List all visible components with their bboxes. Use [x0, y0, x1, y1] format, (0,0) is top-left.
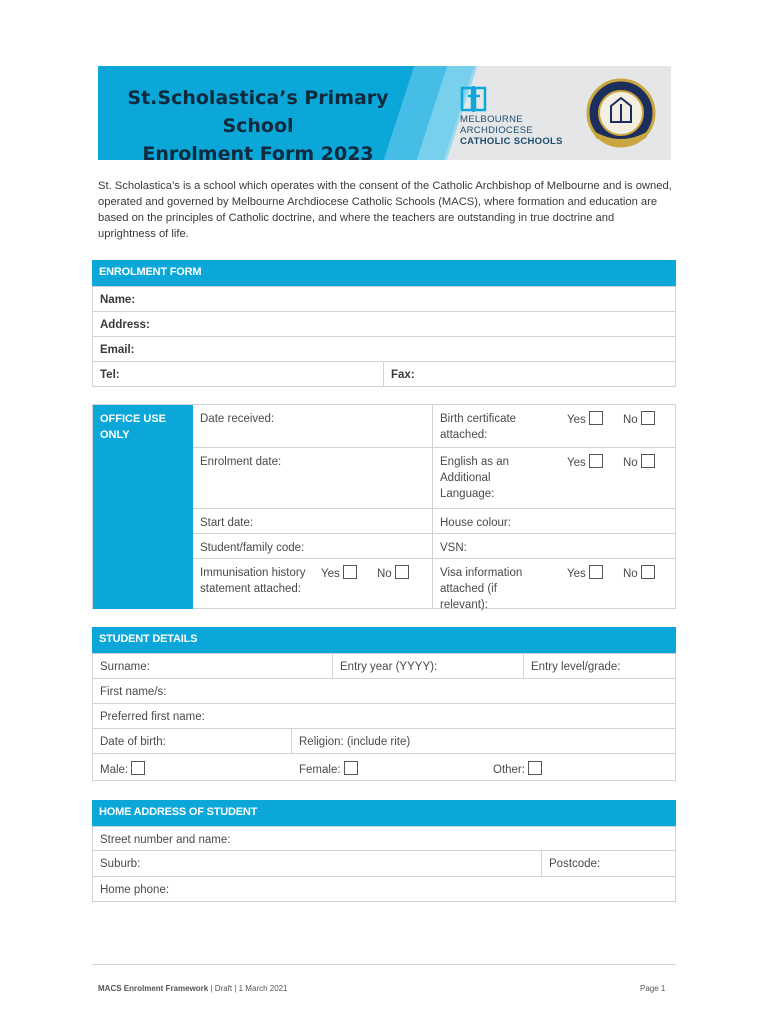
visa-yes[interactable]: Yes — [567, 565, 603, 580]
footer-text: MACS Enrolment Framework | Draft | 1 March 2021 — [98, 984, 288, 993]
visa-information-label: Visa information attached (if relevant): — [440, 567, 523, 611]
enrolment-form-heading: ENROLMENT FORM — [92, 260, 676, 286]
macs-emblem-icon — [460, 84, 490, 114]
page-title — [98, 84, 418, 160]
title-line-3: Enrolment Form 2023 — [142, 143, 374, 160]
preferred-name-row[interactable] — [92, 704, 676, 729]
checkbox[interactable] — [589, 454, 603, 468]
office-row-1 — [193, 405, 676, 447]
suburb-field[interactable]: Suburb: — [93, 851, 542, 876]
house-colour-field[interactable]: House colour: — [440, 517, 511, 529]
email-label: Email: — [100, 344, 135, 356]
name-label: Name: — [100, 294, 136, 306]
checkbox[interactable] — [395, 565, 409, 579]
tel-field[interactable] — [93, 362, 384, 386]
birth-certificate-yes[interactable]: Yes — [567, 411, 603, 426]
macs-wordmark: MELBOURNE ARCHDIOCESE CATHOLIC SCHOOLS — [460, 114, 563, 147]
other-option[interactable]: Other: — [486, 754, 549, 780]
surname-row — [92, 653, 676, 679]
address-row[interactable] — [92, 312, 676, 337]
female-option[interactable]: Female: — [292, 754, 365, 780]
first-names-label: First name/s: — [100, 686, 167, 698]
start-date-field[interactable]: Start date: — [193, 509, 433, 533]
header-banner — [98, 66, 671, 160]
home-address-heading: HOME ADDRESS OF STUDENT — [92, 800, 676, 826]
dob-religion-row — [92, 729, 676, 754]
home-phone-label: Home phone: — [100, 884, 170, 896]
postcode-field[interactable]: Postcode: — [549, 858, 601, 870]
date-received-field[interactable]: Date received: — [193, 405, 433, 447]
immunisation-yes[interactable]: Yes — [321, 565, 357, 580]
tel-fax-row — [92, 362, 676, 387]
entry-year-field[interactable]: Entry year (YYYY): — [333, 654, 524, 678]
name-row[interactable] — [92, 286, 676, 312]
office-use-table — [92, 404, 676, 609]
office-row-3 — [193, 508, 676, 533]
immunisation-no[interactable]: No — [377, 565, 409, 580]
religion-field[interactable]: Religion: (include rite) — [299, 736, 411, 748]
enrolment-date-field[interactable]: Enrolment date: — [193, 448, 433, 508]
school-crest-icon — [586, 78, 656, 148]
fax-label: Fax: — [391, 369, 415, 381]
office-use-heading: OFFICE USE ONLY — [93, 405, 193, 609]
checkbox[interactable] — [131, 761, 145, 775]
birth-certificate-no[interactable]: No — [623, 411, 655, 426]
gender-row — [92, 754, 676, 781]
page-number: Page 1 — [640, 984, 666, 993]
eal-yes[interactable]: Yes — [567, 454, 603, 469]
checkbox[interactable] — [344, 761, 358, 775]
eal-label: English as an Additional Language: — [440, 456, 510, 500]
vsn-field[interactable]: VSN: — [440, 542, 467, 554]
office-row-4 — [193, 533, 676, 558]
birth-certificate-label: Birth certificate attached: — [440, 413, 517, 441]
student-details-heading: STUDENT DETAILS — [92, 627, 676, 653]
student-family-code-field[interactable]: Student/family code: — [193, 534, 433, 558]
first-names-row[interactable] — [92, 679, 676, 704]
checkbox[interactable] — [641, 411, 655, 425]
street-row[interactable] — [92, 826, 676, 851]
male-option[interactable]: Male: — [93, 754, 152, 780]
street-label: Street number and name: — [100, 834, 231, 846]
checkbox[interactable] — [589, 565, 603, 579]
preferred-first-name-label: Preferred first name: — [100, 711, 205, 723]
email-row[interactable] — [92, 337, 676, 362]
checkbox[interactable] — [589, 411, 603, 425]
entry-level-field[interactable]: Entry level/grade: — [531, 661, 621, 673]
checkbox[interactable] — [343, 565, 357, 579]
title-line-1: St.Scholastica’s Primary — [127, 87, 389, 109]
fax-field[interactable] — [384, 362, 422, 386]
suburb-postcode-row — [92, 851, 676, 877]
immunisation-label: Immunisation history statement attached: — [200, 567, 306, 595]
tel-label: Tel: — [100, 369, 120, 381]
intro-paragraph: St. Scholastica’s is a school which operates with the consent of the Catholic Archbishop of Melbourne and is owned, operated and governed by Melbourne Archdiocese Catholic Schools (MACS), where formation and education are based on the principles of Catholic doctrine, and where the teachers are outstanding in true doctrine and uprightness of life. — [98, 180, 672, 240]
office-row-2 — [193, 447, 676, 508]
title-line-2: School — [222, 115, 294, 137]
macs-logo — [460, 84, 570, 147]
address-label: Address: — [100, 319, 150, 331]
office-row-5 — [193, 558, 676, 609]
date-of-birth-field[interactable]: Date of birth: — [93, 729, 292, 753]
eal-no[interactable]: No — [623, 454, 655, 469]
visa-no[interactable]: No — [623, 565, 655, 580]
checkbox[interactable] — [641, 454, 655, 468]
checkbox[interactable] — [641, 565, 655, 579]
footer-divider — [92, 964, 676, 965]
checkbox[interactable] — [528, 761, 542, 775]
surname-field[interactable]: Surname: — [93, 654, 333, 678]
home-phone-row[interactable] — [92, 877, 676, 902]
